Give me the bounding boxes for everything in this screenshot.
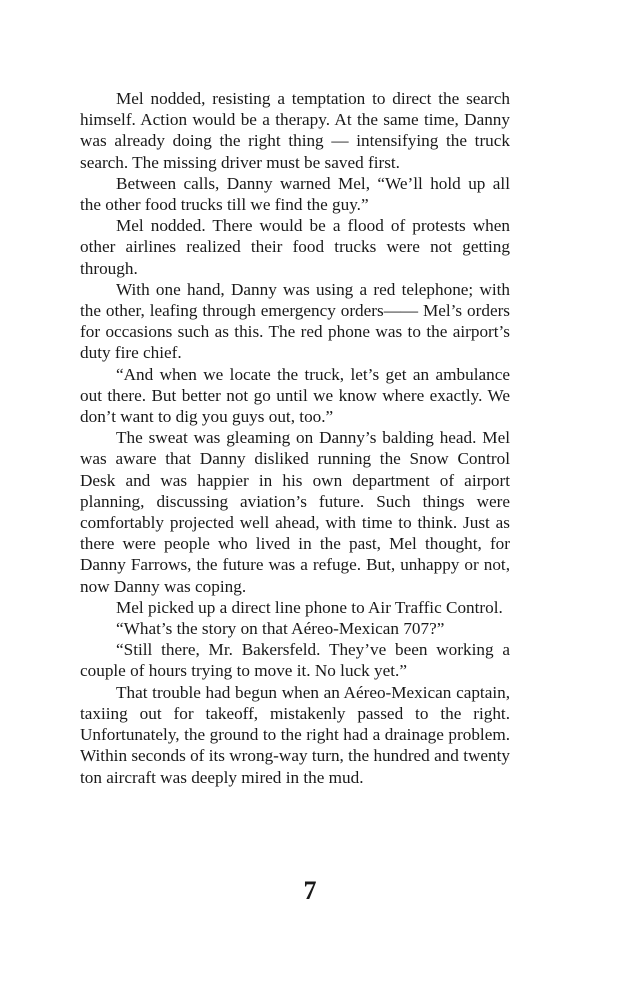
paragraph: That trouble had begun when an Aéreo-Mexican captain, taxiing out for takeoff, mistakenly passed to the right. Unfortunately, the ground to the right had a drainage problem. Within seconds of its wrong-way turn, the hundred and twenty ton aircraft was deeply mired in the mud. <box>80 682 510 787</box>
paragraph: Between calls, Danny warned Mel, “We’ll hold up all the other food trucks till we find the guy.” <box>80 173 510 215</box>
paragraph: Mel nodded. There would be a flood of protests when other airlines realized their food trucks were not getting through. <box>80 216 510 278</box>
paragraph: Mel picked up a direct line phone to Air Traffic Control. <box>116 597 503 617</box>
paragraph: Mel nodded, resisting a temptation to direct the search himself. Action would be a therapy. At the same time, Danny was already doing the right thing — intensifying the truck search. The missing driver must be saved first. <box>80 89 510 172</box>
page-body <box>80 88 510 788</box>
paragraph: “Still there, Mr. Bakersfeld. They’ve been working a couple of hours trying to move it. No luck yet.” <box>80 640 510 681</box>
paragraph: With one hand, Danny was using a red telephone; with the other, leafing through emergency orders—— Mel’s orders for occasions such as this. The red phone was to the airport’s duty fire chief. <box>80 279 510 363</box>
paragraph: “And when we locate the truck, let’s get an ambulance out there. But better not go until we know where exactly. We don’t want to dig you guys out, too.” <box>80 364 510 427</box>
paragraph: The sweat was gleaming on Danny’s balding head. Mel was aware that Danny disliked running the Snow Control Desk and was happier in his own department of airport planning, discussing aviation’s future. Such things were comfortably projected well ahead, with time to think. Just as there were people who lived in the past, Mel thought, for Danny Farrows, the future was a refuge. But, unhappy or not, now Danny was coping. <box>80 428 510 596</box>
page-number: 7 <box>303 876 317 905</box>
paragraph: “What’s the story on that Aéreo-Mexican 707?” <box>116 619 445 639</box>
